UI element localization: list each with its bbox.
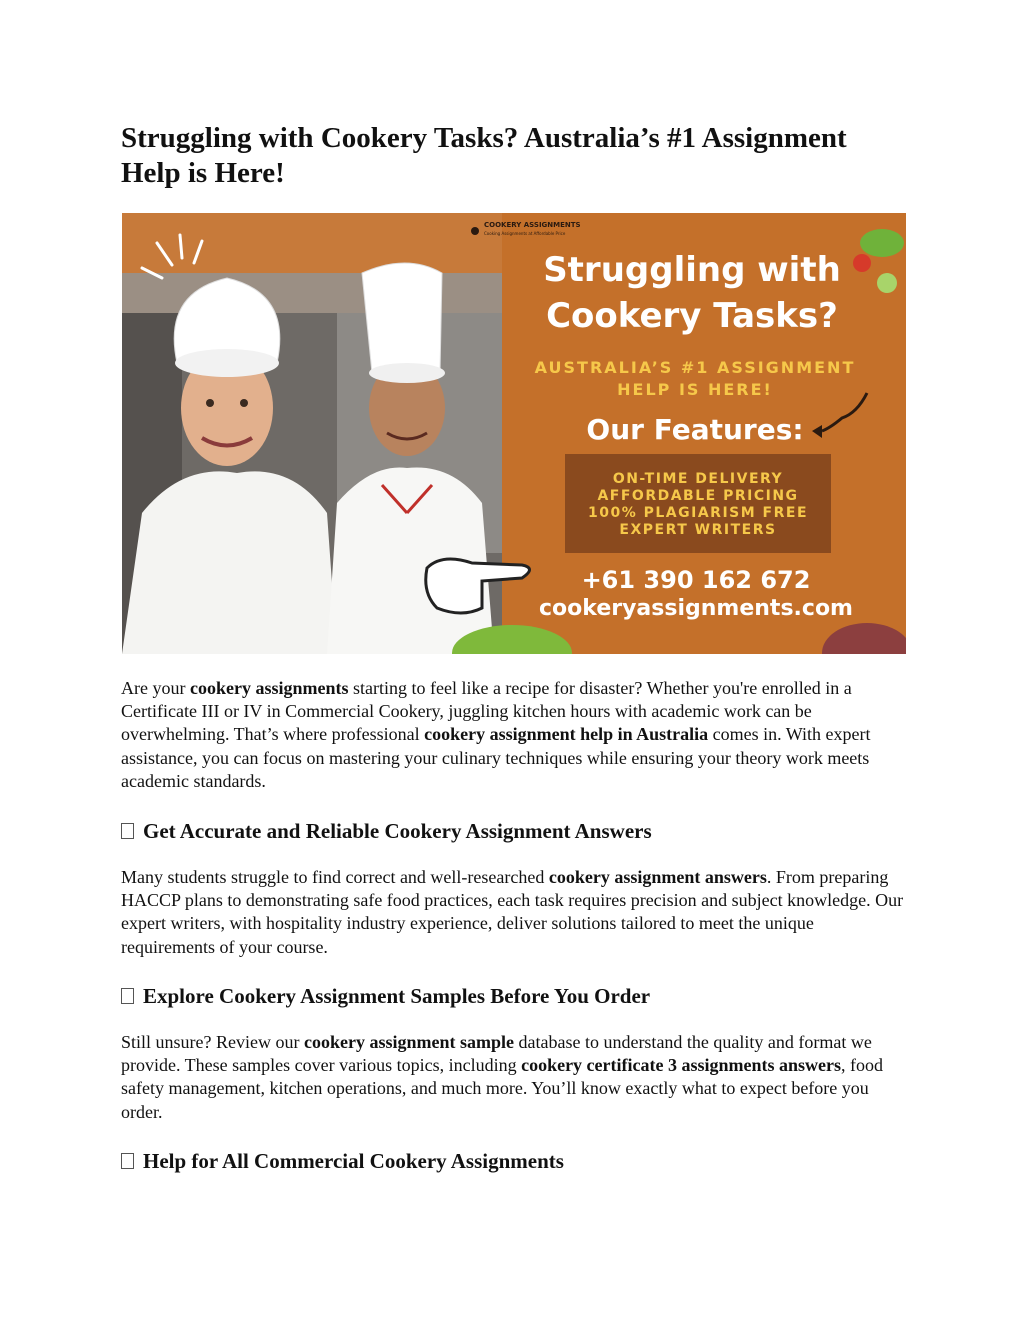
missing-glyph-icon xyxy=(121,823,134,839)
banner-features-title: Our Features: xyxy=(586,413,804,446)
samples-paragraph: Still unsure? Review our cookery assignment sample database to understand the quality and format we provide. These samples cover various topics, including cookery certificate 3 assignments answers, food safety management, kitchen operations, and much more. You’ll know exactly what to expect before you order. xyxy=(121,1032,883,1122)
banner-brand: COOKERY ASSIGNMENTS xyxy=(484,221,581,229)
banner-headline-2: Cookery Tasks? xyxy=(546,296,838,336)
missing-glyph-icon xyxy=(121,988,134,1004)
banner-image xyxy=(122,213,906,654)
feature-3: 100% PLAGIARISM FREE xyxy=(587,505,809,521)
page-title: Struggling with Cookery Tasks? Australia’s #1 Assignment Help is Here! xyxy=(121,122,847,189)
missing-glyph-icon xyxy=(121,1153,134,1169)
section-heading-answers: Get Accurate and Reliable Cookery Assignment Answers xyxy=(121,818,652,844)
banner-subhead-2: HELP IS HERE! xyxy=(617,380,773,399)
feature-1: ON-TIME DELIVERY xyxy=(612,471,784,487)
section-heading-samples: Explore Cookery Assignment Samples Before You Order xyxy=(121,983,650,1009)
answers-paragraph: Many students struggle to find correct and well-researched cookery assignment answers. From preparing HACCP plans to demonstrating safe food practices, each task requires precision and subject knowledge. Our expert writers, with hospitality industry experience, deliver solutions tailored to meet the unique requirements of your course. xyxy=(121,867,904,957)
intro-paragraph: Are your cookery assignments starting to feel like a recipe for disaster? Whether you're enrolled in a Certificate III or IV in Commercial Cookery, juggling kitchen hours with academic work can be overwhelming. That’s where professional cookery assignment help in Australia comes in. With expert assistance, you can focus on mastering your culinary techniques while ensuring your theory work meets academic standards. xyxy=(121,678,871,791)
feature-4: EXPERT WRITERS xyxy=(619,522,777,538)
feature-2: AFFORDABLE PRICING xyxy=(597,488,799,504)
banner-phone: +61 390 162 672 xyxy=(581,566,811,594)
banner-subhead-1: AUSTRALIA’S #1 ASSIGNMENT xyxy=(534,358,856,377)
banner-website: cookeryassignments.com xyxy=(539,596,853,621)
banner-brand-tagline: Cooking Assignments at Affordable Price xyxy=(484,231,566,236)
section-heading-commercial: Help for All Commercial Cookery Assignments xyxy=(121,1148,564,1174)
banner-headline-1: Struggling with xyxy=(543,250,841,290)
